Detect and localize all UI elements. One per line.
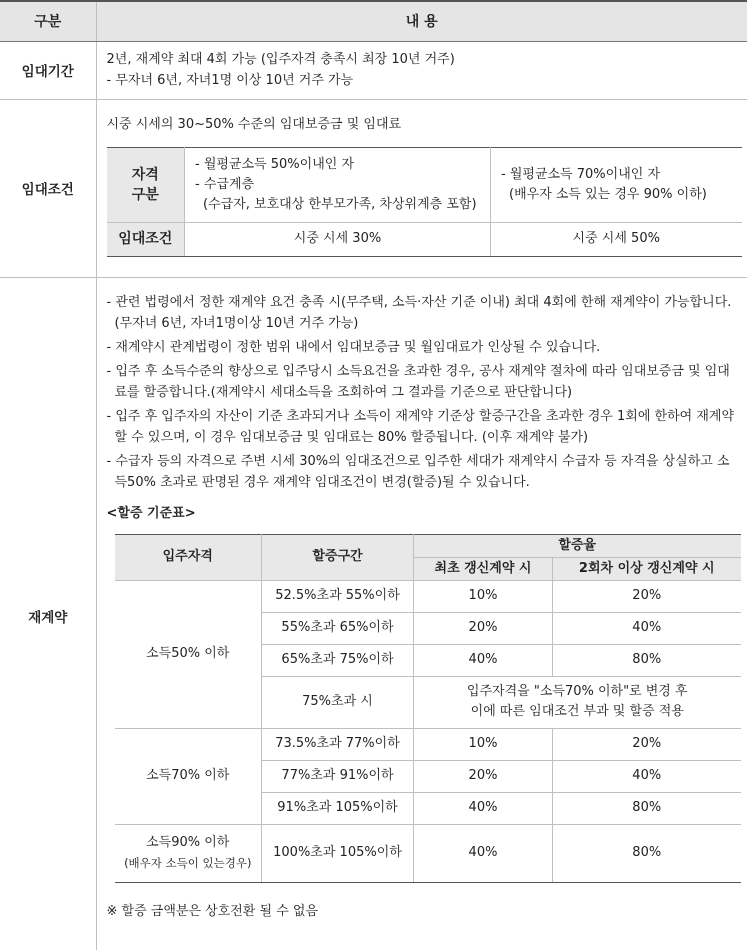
rate-table-title: <할증 기준표>: [106, 505, 196, 521]
renewal-row: [0, 277, 747, 950]
rate-second: 20%: [553, 728, 741, 760]
terms-qual-label-2: 구분: [131, 186, 159, 203]
rate-qual-90: [115, 824, 262, 882]
rate-second: 80%: [553, 792, 741, 824]
rate-range: 77%초과 91%이하: [262, 760, 414, 792]
rate-header-range: 할증구간: [262, 534, 414, 580]
table-row: [115, 824, 741, 882]
rate-first: 20%: [414, 760, 553, 792]
rate-range: 100%초과 105%이하: [262, 824, 414, 882]
terms-value-row: [107, 222, 742, 256]
rate-header-second: 2회차 이상 갱신계약 시: [553, 557, 741, 580]
rate-second: 40%: [553, 760, 741, 792]
table-row: [115, 728, 741, 760]
rate-range: 91%초과 105%이하: [262, 792, 414, 824]
period-label: 임대기간: [0, 41, 96, 99]
terms-subtable: [107, 147, 742, 257]
terms-lead: 시중 시세의 30~50% 수준의 임대보증금 및 임대료: [106, 116, 402, 132]
terms-qual-label-1: 자격: [131, 166, 159, 183]
terms-value-b: 시중 시세 50%: [491, 222, 742, 256]
terms-qual-a-3: (수급자, 보호대상 한부모가족, 차상위계층 포함): [203, 196, 477, 212]
rate-second: 80%: [553, 644, 741, 676]
header-category: 구분: [0, 1, 96, 41]
rate-range: 55%초과 65%이하: [262, 612, 414, 644]
rate-qual-50: 소득50% 이하: [115, 580, 262, 728]
rate-range: 73.5%초과 77%이하: [262, 728, 414, 760]
terms-content: [96, 99, 747, 277]
terms-qual-a: [185, 147, 491, 222]
rate-second: 40%: [553, 612, 741, 644]
rate-first: 10%: [414, 580, 553, 612]
table-row: [115, 580, 741, 612]
rate-special-line-1: 입주자격을 "소득70% 이하"로 변경 후: [466, 684, 688, 699]
terms-label: 임대조건: [0, 99, 96, 277]
rate-first: 40%: [414, 792, 553, 824]
terms-qual-a-2: - 수급계층: [195, 176, 255, 192]
period-line-1: 2년, 재계약 최대 4회 가능 (입주자격 충족시 최장 10년 거주): [106, 52, 455, 67]
period-row: [0, 41, 747, 99]
rate-header-qual: 입주자격: [115, 534, 262, 580]
rate-range: 75%초과 시: [262, 676, 414, 728]
terms-qual-b-1: - 월평균소득 70%이내인 자: [501, 166, 661, 182]
terms-qual-b-2: (배우자 소득 있는 경우 90% 이하): [509, 186, 707, 202]
terms-qual-a-1: - 월평균소득 50%이내인 자: [195, 156, 355, 172]
surcharge-table: [115, 534, 741, 883]
renewal-bullet-1: - 관련 법령에서 정한 재계약 요건 충족 시(무주택, 소득·자산 기준 이내) 최대 4회에 한해 재계약이 가능합니다. (무자녀 6년, 자녀1명이상 10년 거주 가능): [106, 294, 732, 331]
period-line-2: - 무자녀 6년, 자녀1명 이상 10년 거주 가능: [106, 73, 354, 88]
rate-first: 20%: [414, 612, 553, 644]
rate-qual-70: 소득70% 이하: [115, 728, 262, 824]
renewal-bullet-2: - 재계약시 관계법령이 정한 범위 내에서 임대보증금 및 월임대료가 인상될 수 있습니다.: [106, 339, 601, 355]
rate-first: 40%: [414, 824, 553, 882]
rate-header-row-1: [115, 534, 741, 557]
renewal-content: [96, 277, 747, 950]
surcharge-note: ※ 할증 금액분은 상호전환 될 수 없음: [106, 903, 318, 919]
header-row: [0, 1, 747, 41]
rate-qual-90-label: 소득90% 이하: [146, 835, 230, 850]
rate-header-first: 최초 갱신계약 시: [414, 557, 553, 580]
renewal-bullets: [107, 278, 742, 493]
rate-range: 65%초과 75%이하: [262, 644, 414, 676]
rate-second: 80%: [553, 824, 741, 882]
header-content: 내 용: [96, 1, 747, 41]
renewal-label: 재계약: [0, 277, 96, 950]
rate-second: 20%: [553, 580, 741, 612]
rate-qual-90-note: (배우자 소득이 있는경우): [124, 856, 252, 870]
rate-first: 10%: [414, 728, 553, 760]
terms-qual-b: [491, 147, 742, 222]
terms-row-label: 임대조건: [107, 222, 185, 256]
renewal-bullet-4: - 입주 후 입주자의 자산이 기준 초과되거나 소득이 재계약 기준상 할증구간을 초과한 경우 1회에 한하여 재계약할 수 있으며, 이 경우 임대보증금 및 임대료는 80% 할증됩니다. (이후 재계약 불가): [106, 408, 734, 445]
terms-row: [0, 99, 747, 277]
terms-qual-label: [107, 147, 185, 222]
rate-first: 40%: [414, 644, 553, 676]
rate-special-text: [414, 676, 741, 728]
period-content: [96, 41, 747, 99]
renewal-bullet-5: - 수급자 등의 자격으로 주변 시세 30%의 임대조건으로 입주한 세대가 재계약시 수급자 등 자격을 상실하고 소득50% 초과로 판명된 경우 재계약 임대조건이 변경(할증)될 수 있습니다.: [106, 453, 730, 490]
terms-value-a: 시중 시세 30%: [185, 222, 491, 256]
rate-special-line-2: 이에 따른 임대조건 부과 및 할증 적용: [470, 704, 684, 719]
renewal-bullet-3: - 입주 후 소득수준의 향상으로 입주당시 소득요건을 초과한 경우, 공사 재계약 절차에 따라 임대보증금 및 임대료를 할증합니다.(재계약시 세대소득을 조회하여 그 결과를 기준으로 판단합니다): [106, 363, 730, 400]
terms-qual-row: [107, 147, 742, 222]
rate-range: 52.5%초과 55%이하: [262, 580, 414, 612]
rate-header-rate: 할증율: [414, 534, 741, 557]
